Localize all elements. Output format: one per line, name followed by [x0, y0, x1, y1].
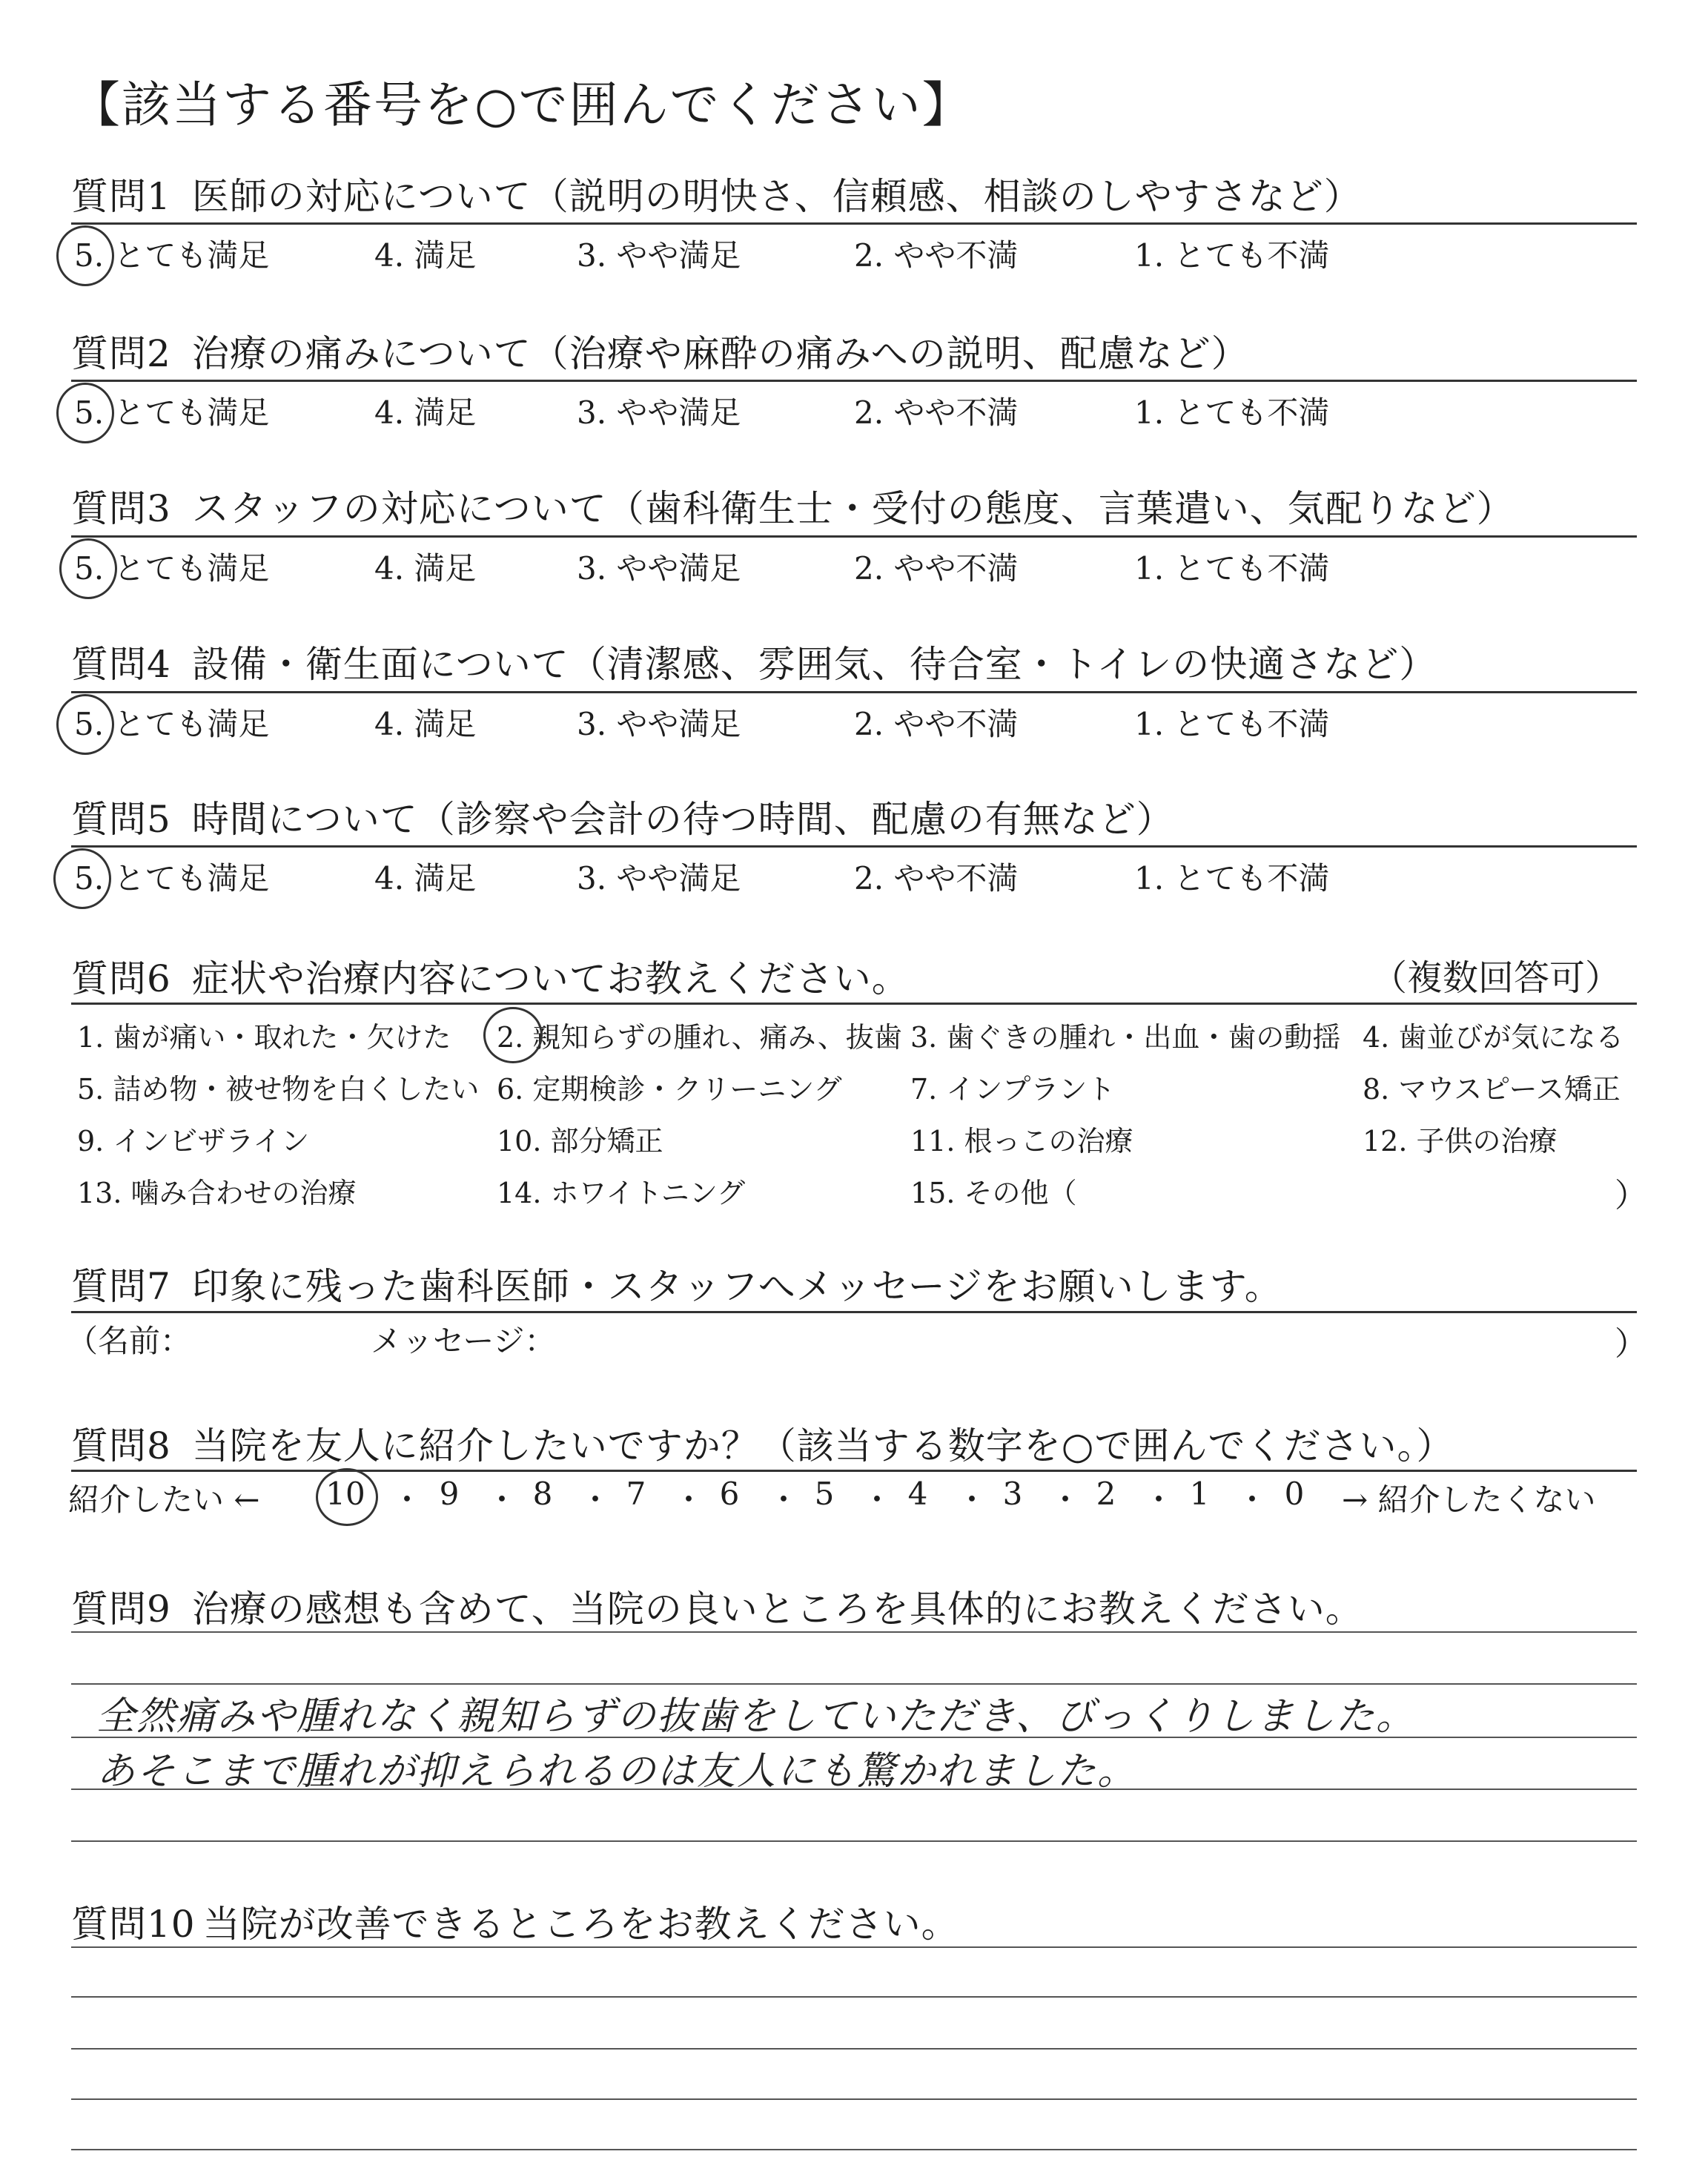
- option-2[interactable]: 2. やや不満: [854, 706, 1019, 742]
- selection-circle: [56, 383, 114, 443]
- question-5-rule: [71, 845, 1637, 848]
- answer-line: [71, 1946, 1637, 1948]
- option-3[interactable]: 3. やや満足: [577, 394, 741, 431]
- option-1[interactable]: 1. とても不満: [1134, 550, 1330, 587]
- option-4[interactable]: 4. 満足: [374, 550, 477, 587]
- scale-dot: ・: [391, 1482, 423, 1518]
- answer-line: [71, 1631, 1637, 1633]
- symptom-item[interactable]: 3. 歯ぐきの腫れ・出血・歯の動揺: [910, 1021, 1341, 1054]
- question-number: 質問2: [71, 332, 171, 375]
- question-text: スタッフの対応について（歯科衛生士・受付の態度、言葉遣い、気配りなど）: [191, 487, 1515, 530]
- symptom-item[interactable]: 14. ホワイトニング: [497, 1177, 746, 1209]
- answer-line: [71, 2048, 1637, 2050]
- answer-line: [71, 2098, 1637, 2100]
- message-label: メッセージ：: [371, 1323, 556, 1359]
- question-7-rule: [71, 1311, 1637, 1313]
- question-number: 質問3: [71, 487, 171, 530]
- question-6-title: [71, 949, 910, 1003]
- question-text: 治療の感想も含めて、当院の良いところを具体的にお教えください。: [191, 1588, 1363, 1631]
- question-number: 質問10: [71, 1903, 196, 1946]
- symptom-item[interactable]: 2. 親知らずの腫れ、痛み、抜歯: [497, 1021, 902, 1054]
- option-5[interactable]: 5. とても満足: [74, 394, 270, 431]
- scale-right-label: → 紹介したくない: [1342, 1482, 1596, 1518]
- question-2-options: [0, 389, 1708, 433]
- question-number: 質問1: [71, 175, 171, 218]
- symptom-item[interactable]: 7. インプラント: [910, 1073, 1116, 1106]
- symptom-item[interactable]: 4. 歯並びが気になる: [1363, 1021, 1624, 1054]
- selection-circle: [56, 225, 114, 286]
- question-text: 当院が改善できるところをお教えください。: [202, 1903, 959, 1946]
- question-number: 質問9: [71, 1588, 171, 1631]
- page-heading: 【該当する番号を○で囲んでください】: [71, 76, 973, 133]
- question-7-title: [71, 1257, 1282, 1310]
- option-5[interactable]: 5. とても満足: [74, 550, 270, 587]
- question-1-options: [0, 231, 1708, 276]
- option-1[interactable]: 1. とても不満: [1134, 706, 1330, 742]
- scale-dot: ・: [486, 1482, 518, 1518]
- question-8-rule: [71, 1470, 1637, 1472]
- selection-circle: [53, 848, 111, 909]
- option-2[interactable]: 2. やや不満: [854, 860, 1019, 896]
- option-2[interactable]: 2. やや不満: [854, 550, 1019, 587]
- option-5[interactable]: 5. とても満足: [74, 860, 270, 896]
- message-close-paren: ）: [1615, 1325, 1647, 1363]
- answer-line: [71, 1996, 1637, 1998]
- scale-value[interactable]: 9: [439, 1476, 460, 1512]
- question-3-title: [71, 479, 1515, 532]
- scale-value[interactable]: 2: [1096, 1476, 1116, 1512]
- symptom-item[interactable]: 5. 詰め物・被せ物を白くしたい: [77, 1073, 480, 1106]
- other-close-paren: ）: [1615, 1177, 1647, 1215]
- question-number: 質問7: [71, 1265, 171, 1308]
- scale-left-label: 紹介したい ←: [68, 1482, 260, 1518]
- scale-value[interactable]: 8: [532, 1476, 553, 1512]
- option-1[interactable]: 1. とても不満: [1134, 860, 1330, 896]
- question-text: 設備・衛生面について（清潔感、雰囲気、待合室・トイレの快適さなど）: [191, 643, 1437, 686]
- option-4[interactable]: 4. 満足: [374, 706, 477, 742]
- question-text: 治療の痛みについて（治療や麻酔の痛みへの説明、配慮など）: [191, 332, 1249, 375]
- option-2[interactable]: 2. やや不満: [854, 237, 1019, 274]
- scale-value[interactable]: 10: [325, 1476, 365, 1512]
- scale-dot: ・: [861, 1482, 893, 1518]
- question-text: 印象に残った歯科医師・スタッフへメッセージをお願いします。: [191, 1265, 1282, 1308]
- question-4-rule: [71, 691, 1637, 693]
- question-9-title: [71, 1579, 1363, 1633]
- selection-circle: [316, 1468, 378, 1526]
- question-2-rule: [71, 380, 1637, 382]
- scale-dot: ・: [673, 1482, 705, 1518]
- option-3[interactable]: 3. やや満足: [577, 706, 741, 742]
- scale-value[interactable]: 3: [1002, 1476, 1023, 1512]
- question-6-rule: [71, 1003, 1637, 1005]
- question-number: 質問4: [71, 643, 171, 686]
- scale-dot: ・: [1143, 1482, 1175, 1518]
- scale-dot: ・: [956, 1482, 988, 1518]
- symptom-item[interactable]: 1. 歯が痛い・取れた・欠けた: [77, 1021, 451, 1054]
- scale-value[interactable]: 1: [1189, 1476, 1210, 1512]
- option-3[interactable]: 3. やや満足: [577, 860, 741, 896]
- scale-dot: ・: [1237, 1482, 1268, 1518]
- option-4[interactable]: 4. 満足: [374, 860, 477, 896]
- question-5-title: [71, 790, 1174, 843]
- option-5[interactable]: 5. とても満足: [74, 237, 270, 274]
- handwritten-answer-line-2: あそこまで腫れが抑えられるのは友人にも驚かれました。: [96, 1749, 1138, 1794]
- question-8-title: [71, 1416, 1454, 1470]
- option-1[interactable]: 1. とても不満: [1134, 394, 1330, 431]
- symptom-item[interactable]: 12. 子供の治療: [1363, 1125, 1558, 1157]
- name-label: （名前：: [67, 1323, 192, 1359]
- question-2-title: [71, 324, 1249, 377]
- symptom-item[interactable]: 15. その他（: [910, 1177, 1077, 1209]
- question-1-rule: [71, 222, 1637, 225]
- selection-circle: [59, 538, 117, 599]
- selection-circle: [483, 1007, 543, 1063]
- question-number: 質問5: [71, 798, 171, 841]
- option-3[interactable]: 3. やや満足: [577, 237, 741, 274]
- question-10-title: [71, 1895, 959, 1948]
- question-number: 質問8: [71, 1424, 171, 1467]
- scale-value[interactable]: 6: [719, 1476, 740, 1512]
- question-text: 症状や治療内容についてお教えください。: [191, 957, 910, 1000]
- option-3[interactable]: 3. やや満足: [577, 550, 741, 587]
- option-4[interactable]: 4. 満足: [374, 237, 477, 274]
- question-text: 時間について（診察や会計の待つ時間、配慮の有無など）: [191, 798, 1174, 841]
- answer-line: [71, 1840, 1637, 1842]
- symptom-item[interactable]: 11. 根っこの治療: [910, 1125, 1133, 1157]
- symptom-item[interactable]: 8. マウスピース矯正: [1363, 1073, 1621, 1106]
- referral-scale: [0, 1476, 1708, 1520]
- answer-line: [71, 2149, 1637, 2150]
- question-3-rule: [71, 535, 1637, 538]
- symptom-item[interactable]: 9. インビザライン: [77, 1125, 310, 1157]
- scale-dot: ・: [580, 1482, 612, 1518]
- symptom-item[interactable]: 13. 噛み合わせの治療: [77, 1177, 357, 1209]
- scale-dot: ・: [768, 1482, 800, 1518]
- question-5-options: [0, 854, 1708, 899]
- question-3-options: [0, 544, 1708, 589]
- option-5[interactable]: 5. とても満足: [74, 706, 270, 742]
- question-number: 質問6: [71, 957, 171, 1000]
- question-4-title: [71, 635, 1437, 688]
- option-2[interactable]: 2. やや不満: [854, 394, 1019, 431]
- scale-value[interactable]: 4: [907, 1476, 928, 1512]
- question-4-options: [0, 700, 1708, 744]
- scale-value[interactable]: 5: [814, 1476, 835, 1512]
- scale-value[interactable]: 0: [1284, 1476, 1305, 1512]
- question-text: 医師の対応について（説明の明快さ、信頼感、相談のしやすさなど）: [191, 175, 1362, 218]
- symptom-item[interactable]: 6. 定期検診・クリーニング: [497, 1073, 842, 1106]
- option-4[interactable]: 4. 満足: [374, 394, 477, 431]
- question-text: 当院を友人に紹介したいですか？（該当する数字を○で囲んでください。）: [191, 1424, 1454, 1467]
- question-1-title: [71, 167, 1362, 220]
- scale-value[interactable]: 7: [626, 1476, 646, 1512]
- handwritten-answer-line-1: 全然痛みや腫れなく親知らずの抜歯をしていただき、びっくりしました。: [96, 1694, 1416, 1739]
- option-1[interactable]: 1. とても不満: [1134, 237, 1330, 274]
- selection-circle: [56, 694, 114, 755]
- scale-dot: ・: [1050, 1482, 1082, 1518]
- multiple-answers-note: （複数回答可）: [1371, 957, 1621, 999]
- symptom-item[interactable]: 10. 部分矯正: [497, 1125, 663, 1157]
